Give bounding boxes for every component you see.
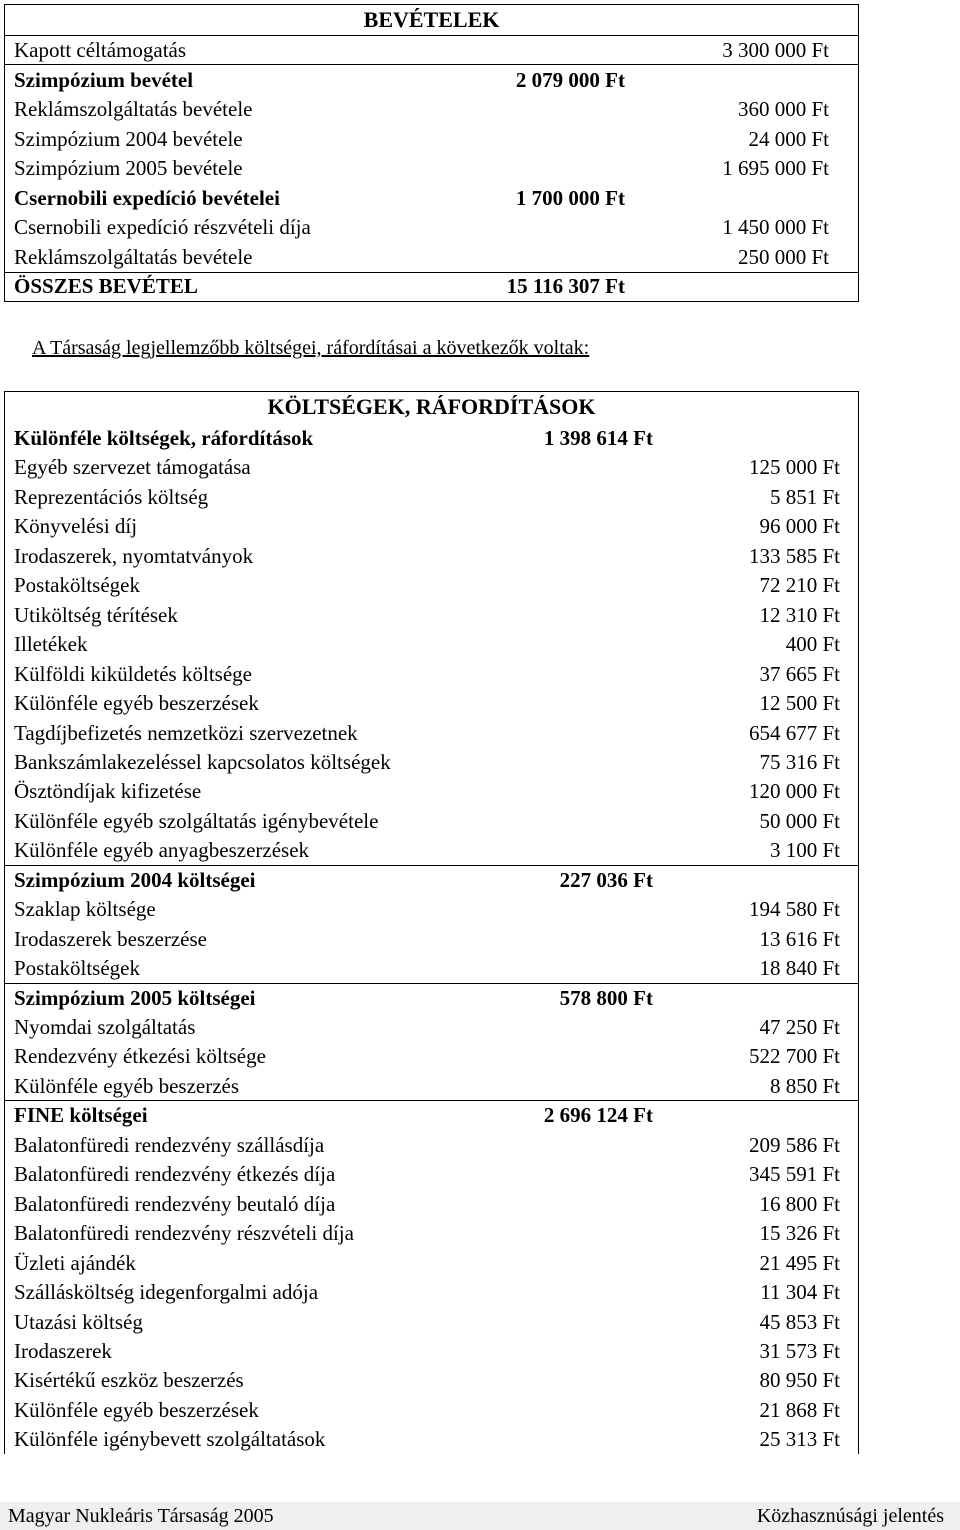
row-amount: 1 450 000 Ft xyxy=(722,215,829,239)
item-row xyxy=(0,212,960,242)
row-label: Egyéb szervezet támogatása xyxy=(14,455,251,480)
row-amount: 8 850 Ft xyxy=(769,1073,840,1098)
row-label: Szimpózium 2005 költségei xyxy=(14,985,256,1010)
item-row xyxy=(0,1012,960,1042)
row-label: Balatonfüredi rendezvény étkezés díja xyxy=(14,1162,336,1187)
row-label: Külföldi kiküldetés költsége xyxy=(14,661,252,686)
row-amount: 1 695 000 Ft xyxy=(722,156,829,180)
row-label: Szimpózium 2004 költségei xyxy=(14,867,256,892)
row-amount: 11 304 Ft xyxy=(760,1280,840,1305)
group-row xyxy=(0,1100,960,1130)
row-label: Tagdíjbefizetés nemzetközi szervezetnek xyxy=(14,720,358,745)
item-row xyxy=(0,452,960,482)
row-amount: 50 000 Ft xyxy=(759,808,840,833)
row-label: Postaköltségek xyxy=(14,956,140,981)
row-amount: 3 300 000 Ft xyxy=(722,38,829,62)
row-label: Kapott céltámogatás xyxy=(14,38,187,62)
group-divider xyxy=(4,983,859,984)
row-amount: 31 573 Ft xyxy=(759,1338,840,1363)
row-amount: 12 310 Ft xyxy=(759,602,840,627)
item-row xyxy=(0,1336,960,1366)
row-amount: 96 000 Ft xyxy=(759,514,840,539)
row-amount: 21 495 Ft xyxy=(759,1250,840,1275)
row-amount: 125 000 Ft xyxy=(748,455,840,480)
row-label: Könyvelési díj xyxy=(14,514,138,539)
item-row xyxy=(0,1218,960,1248)
item-row xyxy=(0,94,960,124)
row-label: Kisértékű eszköz beszerzés xyxy=(14,1368,244,1393)
row-label: Szimpózium 2004 bevétele xyxy=(14,126,243,151)
row-group-total: 578 800 Ft xyxy=(559,985,653,1010)
row-label: Balatonfüredi rendezvény részvételi díja xyxy=(14,1221,354,1246)
row-amount: 45 853 Ft xyxy=(759,1309,840,1334)
row-amount: 5 851 Ft xyxy=(769,484,840,509)
row-amount: 120 000 Ft xyxy=(748,779,840,804)
item-row xyxy=(0,1071,960,1101)
footer-report-title: Közhasznúsági jelentés xyxy=(756,1505,944,1527)
row-amount: 133 585 Ft xyxy=(748,543,840,568)
row-amount: 400 Ft xyxy=(785,632,840,657)
row-label: Balatonfüredi rendezvény szállásdíja xyxy=(14,1132,325,1157)
item-row xyxy=(0,242,960,272)
total-divider xyxy=(4,272,859,273)
cost-title: KÖLTSÉGEK, RÁFORDÍTÁSOK xyxy=(267,394,596,419)
row-amount: 13 616 Ft xyxy=(759,926,840,951)
item-row xyxy=(0,541,960,571)
row-amount: 654 677 Ft xyxy=(748,720,840,745)
row-label: Különféle egyéb beszerzések xyxy=(14,1397,259,1422)
item-row xyxy=(0,511,960,541)
row-label: Illetékek xyxy=(14,632,88,657)
group-divider xyxy=(4,1100,859,1101)
item-row xyxy=(0,835,960,865)
row-label: Utazási költség xyxy=(14,1309,143,1334)
item-row xyxy=(0,924,960,954)
row-amount: 25 313 Ft xyxy=(759,1427,840,1452)
row-label: Reklámszolgáltatás bevétele xyxy=(14,244,253,269)
row-label: Csernobili expedíció bevételei xyxy=(14,185,280,210)
row-group-total: 15 116 307 Ft xyxy=(506,274,625,298)
row-label: Irodaszerek, nyomtatványok xyxy=(14,543,254,568)
row-amount: 12 500 Ft xyxy=(759,691,840,716)
row-group-total: 2 079 000 Ft xyxy=(515,67,625,92)
group-divider xyxy=(4,865,859,866)
item-row xyxy=(0,1248,960,1278)
row-label: Különféle igénybevett szolgáltatások xyxy=(14,1427,326,1452)
item-row xyxy=(0,124,960,154)
row-label: Rendezvény étkezési költsége xyxy=(14,1044,266,1069)
row-label: Utiköltség térítések xyxy=(14,602,178,627)
item-row xyxy=(0,747,960,777)
row-label: Szaklap költsége xyxy=(14,897,156,922)
item-row xyxy=(0,894,960,924)
row-amount: 15 326 Ft xyxy=(759,1221,840,1246)
item-row xyxy=(0,1395,960,1425)
row-group-total: 1 700 000 Ft xyxy=(515,185,625,210)
row-label: Ösztöndíjak kifizetése xyxy=(14,779,202,804)
row-amount: 75 316 Ft xyxy=(759,749,840,774)
group-row xyxy=(0,983,960,1013)
row-amount: 80 950 Ft xyxy=(759,1368,840,1393)
row-label: Nyomdai szolgáltatás xyxy=(14,1015,196,1039)
row-group-total: 227 036 Ft xyxy=(559,867,653,892)
revenue-title: BEVÉTELEK xyxy=(363,7,500,32)
row-label: Különféle egyéb beszerzés xyxy=(14,1073,240,1098)
item-row xyxy=(0,718,960,748)
page-footer xyxy=(0,1502,960,1530)
row-label: Szállásköltség idegenforgalmi adója xyxy=(14,1280,319,1305)
item-row xyxy=(0,153,960,183)
row-label: Reklámszolgáltatás bevétele xyxy=(14,97,253,121)
row-amount: 3 100 Ft xyxy=(769,838,840,863)
item-row xyxy=(0,1307,960,1337)
group-row xyxy=(0,271,960,301)
item-row xyxy=(0,1365,960,1395)
item-row xyxy=(0,1130,960,1160)
item-row xyxy=(0,482,960,512)
row-amount: 345 591 Ft xyxy=(748,1162,840,1187)
item-row xyxy=(0,629,960,659)
row-amount: 194 580 Ft xyxy=(748,897,840,922)
row-label: Üzleti ajándék xyxy=(14,1250,136,1275)
group-row xyxy=(0,423,960,453)
row-label: Különféle egyéb anyagbeszerzések xyxy=(14,838,310,863)
footer-organization: Magyar Nukleáris Társaság 2005 xyxy=(8,1505,274,1527)
row-label: Balatonfüredi rendezvény beutaló díja xyxy=(14,1191,336,1216)
row-label: Különféle egyéb beszerzések xyxy=(14,691,259,716)
row-amount: 209 586 Ft xyxy=(748,1132,840,1157)
item-row xyxy=(0,1277,960,1307)
item-row xyxy=(0,776,960,806)
row-group-total: 1 398 614 Ft xyxy=(543,426,653,450)
item-row xyxy=(0,659,960,689)
item-row xyxy=(0,570,960,600)
item-row xyxy=(0,688,960,718)
row-label: Reprezentációs költség xyxy=(14,484,209,509)
row-group-total: 2 696 124 Ft xyxy=(543,1103,653,1128)
item-row xyxy=(0,1159,960,1189)
row-amount: 360 000 Ft xyxy=(737,97,829,121)
item-row xyxy=(0,35,960,65)
row-amount: 47 250 Ft xyxy=(759,1015,840,1039)
item-row xyxy=(0,600,960,630)
row-label: Különféle egyéb szolgáltatás igénybevétele xyxy=(14,808,379,833)
row-amount: 72 210 Ft xyxy=(759,573,840,598)
row-label: Bankszámlakezeléssel kapcsolatos költségek xyxy=(14,749,391,774)
item-row xyxy=(0,953,960,983)
group-row xyxy=(0,183,960,213)
item-row xyxy=(0,806,960,836)
row-label: FINE költségei xyxy=(14,1103,148,1128)
group-row xyxy=(0,65,960,95)
row-amount: 522 700 Ft xyxy=(748,1044,840,1069)
row-amount: 16 800 Ft xyxy=(759,1191,840,1216)
item-row xyxy=(0,1189,960,1219)
row-label: Csernobili expedíció részvételi díja xyxy=(14,215,311,239)
item-row xyxy=(0,1424,960,1454)
row-amount: 21 868 Ft xyxy=(759,1397,840,1422)
row-amount: 250 000 Ft xyxy=(737,244,829,269)
row-amount: 37 665 Ft xyxy=(759,661,840,686)
row-amount: 24 000 Ft xyxy=(748,126,829,151)
row-label: Szimpózium 2005 bevétele xyxy=(14,156,243,180)
row-label: Szimpózium bevétel xyxy=(14,67,194,92)
row-label: Különféle költségek, ráfordítások xyxy=(14,426,314,450)
row-label: Postaköltségek xyxy=(14,573,140,598)
group-row xyxy=(0,865,960,895)
row-label: Irodaszerek beszerzése xyxy=(14,926,207,951)
row-divider xyxy=(4,64,859,65)
row-label: ÖSSZES BEVÉTEL xyxy=(14,274,198,298)
item-row xyxy=(0,1041,960,1071)
row-amount: 18 840 Ft xyxy=(759,956,840,981)
row-label: Irodaszerek xyxy=(14,1338,112,1363)
cost-intro-text: A Társaság legjellemzőbb költségei, ráfordításai a következők voltak: xyxy=(32,337,590,359)
